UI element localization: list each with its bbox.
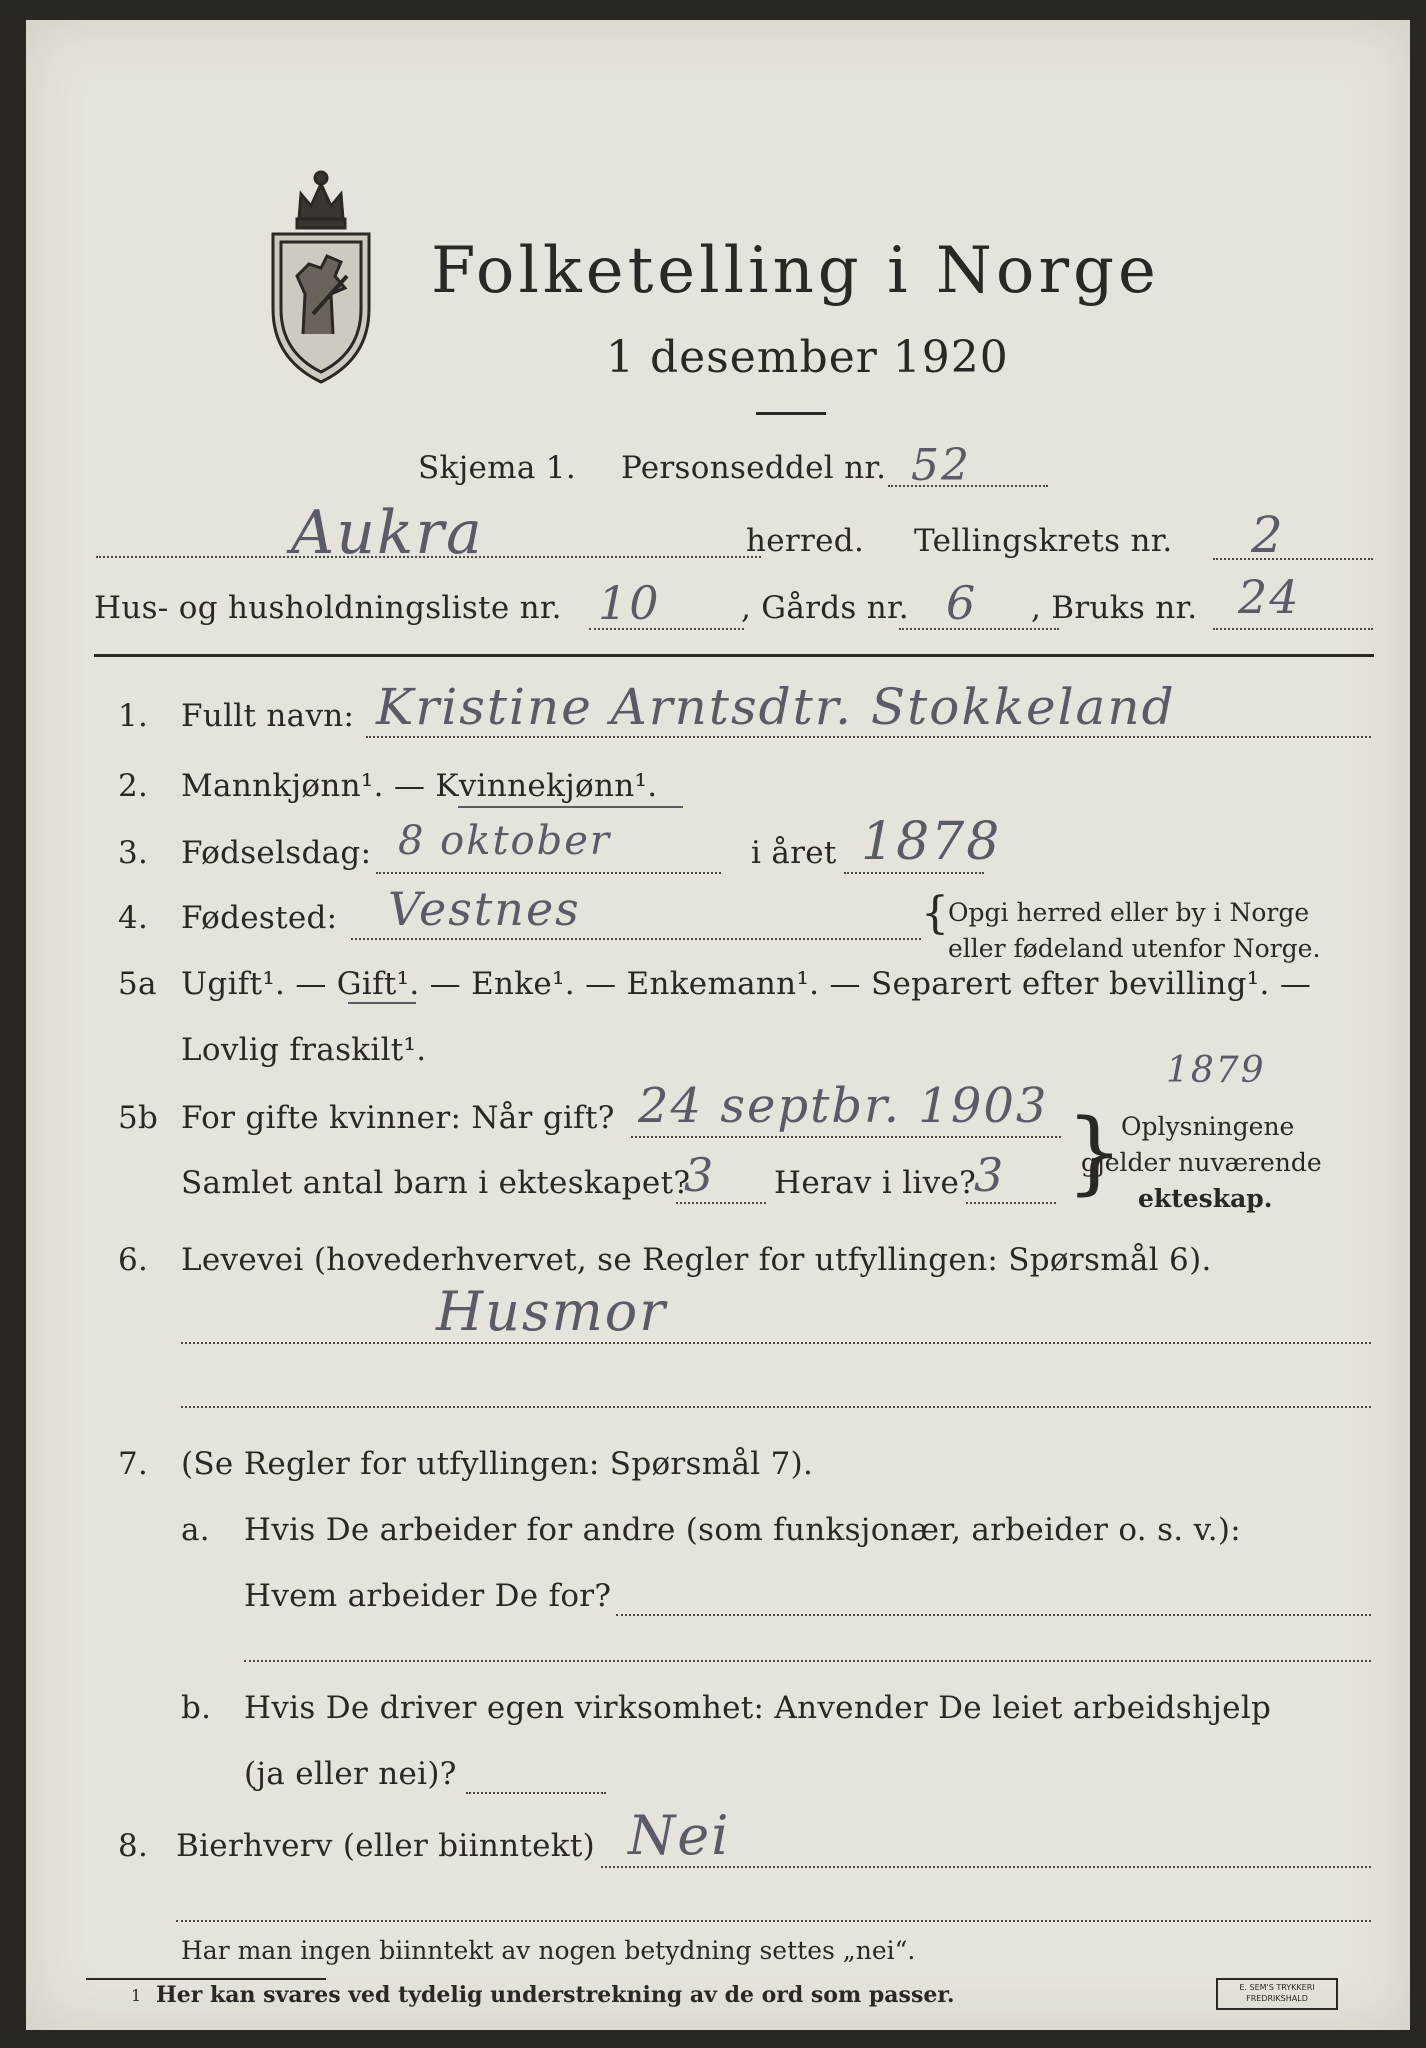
full-name-value: Kristine Arntsdtr. Stokkeland	[376, 678, 1176, 736]
q3-number: 3.	[118, 835, 149, 871]
occupation-line-2	[181, 1406, 1371, 1408]
q1-line	[366, 736, 1371, 738]
q7-label: (Se Regler for utfyllingen: Spørsmål 7).	[181, 1446, 814, 1482]
gards-value: 6	[946, 576, 978, 630]
q7a-line2: Hvem arbeider De for?	[244, 1578, 612, 1614]
printer-mark	[1216, 1978, 1338, 2010]
q4-note-line2: eller fødeland utenfor Norge.	[948, 934, 1321, 963]
gender-options: Mannkjønn¹. — Kvinnekjønn¹.	[181, 768, 658, 804]
year-line	[844, 872, 984, 874]
q2-number: 2.	[118, 768, 149, 804]
married-when-line	[631, 1136, 1061, 1138]
gards-line	[899, 628, 1059, 630]
tellingskrets-label: Tellingskrets nr.	[914, 523, 1173, 559]
employer-line	[616, 1614, 1371, 1616]
children-label: Samlet antal barn i ekteskapet?	[181, 1165, 691, 1201]
husliste-label: Hus- og husholdningsliste nr.	[94, 590, 562, 626]
side-income-line-2	[176, 1920, 1371, 1922]
form-title: Folketelling i Norge	[431, 234, 1160, 308]
bruks-label: , Bruks nr.	[1031, 590, 1198, 626]
occupation-line	[181, 1342, 1371, 1344]
q4-number: 4.	[118, 900, 149, 936]
census-form	[26, 20, 1410, 2030]
footnote-number: 1	[131, 1986, 142, 2005]
husliste-value: 10	[598, 576, 661, 630]
birthplace-value: Vestnes	[388, 882, 581, 936]
birthplace-line	[351, 938, 921, 940]
q4-note-line1: Opgi herred eller by i Norge	[948, 898, 1310, 927]
printer-line-1: E. SEM'S TRYKKERI	[1239, 1983, 1315, 1992]
footnote-rule	[86, 1978, 326, 1980]
herred-label: herred.	[746, 523, 865, 559]
footer-note: Har man ingen biinntekt av nogen betydning settes „nei“.	[181, 1936, 916, 1965]
year-label: i året	[751, 835, 837, 871]
q7a-letter: a.	[181, 1512, 210, 1548]
norway-coat-of-arms-icon	[261, 164, 381, 389]
printer-line-2: FREDRIKSHALD	[1246, 1994, 1308, 2003]
herred-value: Aukra	[291, 498, 484, 568]
q6-label: Levevei (hovederhvervet, se Regler for utfyllingen: Spørsmål 6).	[181, 1242, 1212, 1278]
q5b-note-line3: ekteskap.	[1138, 1184, 1273, 1213]
bruks-line	[1213, 628, 1373, 630]
alive-value: 3	[974, 1148, 1006, 1202]
bruks-value: 24	[1238, 570, 1301, 624]
title-divider	[756, 412, 826, 415]
q6-number: 6.	[118, 1242, 149, 1278]
gards-label: , Gårds nr.	[741, 590, 909, 626]
q5b-note-line2: gjelder nuværende	[1081, 1148, 1322, 1177]
tellingskrets-value: 2	[1251, 506, 1285, 564]
birthday-value: 8 oktober	[398, 818, 612, 864]
q3-label: Fødselsdag:	[181, 835, 372, 871]
footnote-text: Her kan svares ved tydelig understrekning av de ord som passer.	[156, 1982, 955, 2008]
q7a-line1: Hvis De arbeider for andre (som funksjonær, arbeider o. s. v.):	[244, 1512, 1242, 1548]
gift-underline	[348, 1002, 416, 1004]
alive-line	[966, 1202, 1056, 1204]
employer-line-2	[244, 1660, 1371, 1662]
personseddel-label: Personseddel nr.	[621, 450, 887, 486]
occupation-value: Husmor	[436, 1280, 668, 1343]
q5b-number: 5b	[118, 1100, 159, 1136]
hired-help-line	[466, 1792, 606, 1794]
q1-label: Fullt navn:	[181, 698, 355, 734]
married-when-label: For gifte kvinner: Når gift?	[181, 1100, 615, 1136]
q8-number: 8.	[118, 1828, 149, 1864]
header-rule	[94, 654, 1374, 657]
q7b-letter: b.	[181, 1690, 212, 1726]
marital-options: Ugift¹. — Gift¹. — Enke¹. — Enkemann¹. — Separert efter bevilling¹. —	[181, 966, 1312, 1002]
q1-number: 1.	[118, 698, 149, 734]
birthday-line	[376, 872, 721, 874]
q5b-brace: }	[1066, 1100, 1124, 1205]
children-line	[676, 1202, 766, 1204]
q7-number: 7.	[118, 1446, 149, 1482]
schema-label: Skjema 1.	[418, 450, 576, 486]
q7b-line2: (ja eller nei)?	[244, 1756, 457, 1792]
q5b-note-line1: Oplysningene	[1121, 1112, 1295, 1141]
side-income-value: Nei	[628, 1804, 731, 1867]
q5a-number: 5a	[118, 966, 157, 1002]
census-date: 1 desember 1920	[606, 332, 1009, 383]
margin-note: 1879	[1166, 1050, 1266, 1091]
q7b-line1: Hvis De driver egen virksomhet: Anvender De leiet arbeidshjelp	[244, 1690, 1272, 1726]
q8-label: Bierhverv (eller biinntekt)	[176, 1828, 596, 1864]
personseddel-value: 52	[911, 440, 971, 491]
marital-options-cont: Lovlig fraskilt¹.	[181, 1032, 427, 1068]
children-value: 3	[684, 1148, 716, 1202]
kvinnekjonn-underline	[458, 806, 683, 808]
married-when-value: 24 septbr. 1903	[638, 1078, 1049, 1134]
q4-brace: {	[921, 888, 949, 939]
tellingskrets-line	[1213, 558, 1373, 560]
q4-label: Fødested:	[181, 900, 338, 936]
alive-label: Herav i live?	[774, 1165, 977, 1201]
birth-year-value: 1878	[861, 812, 1002, 872]
